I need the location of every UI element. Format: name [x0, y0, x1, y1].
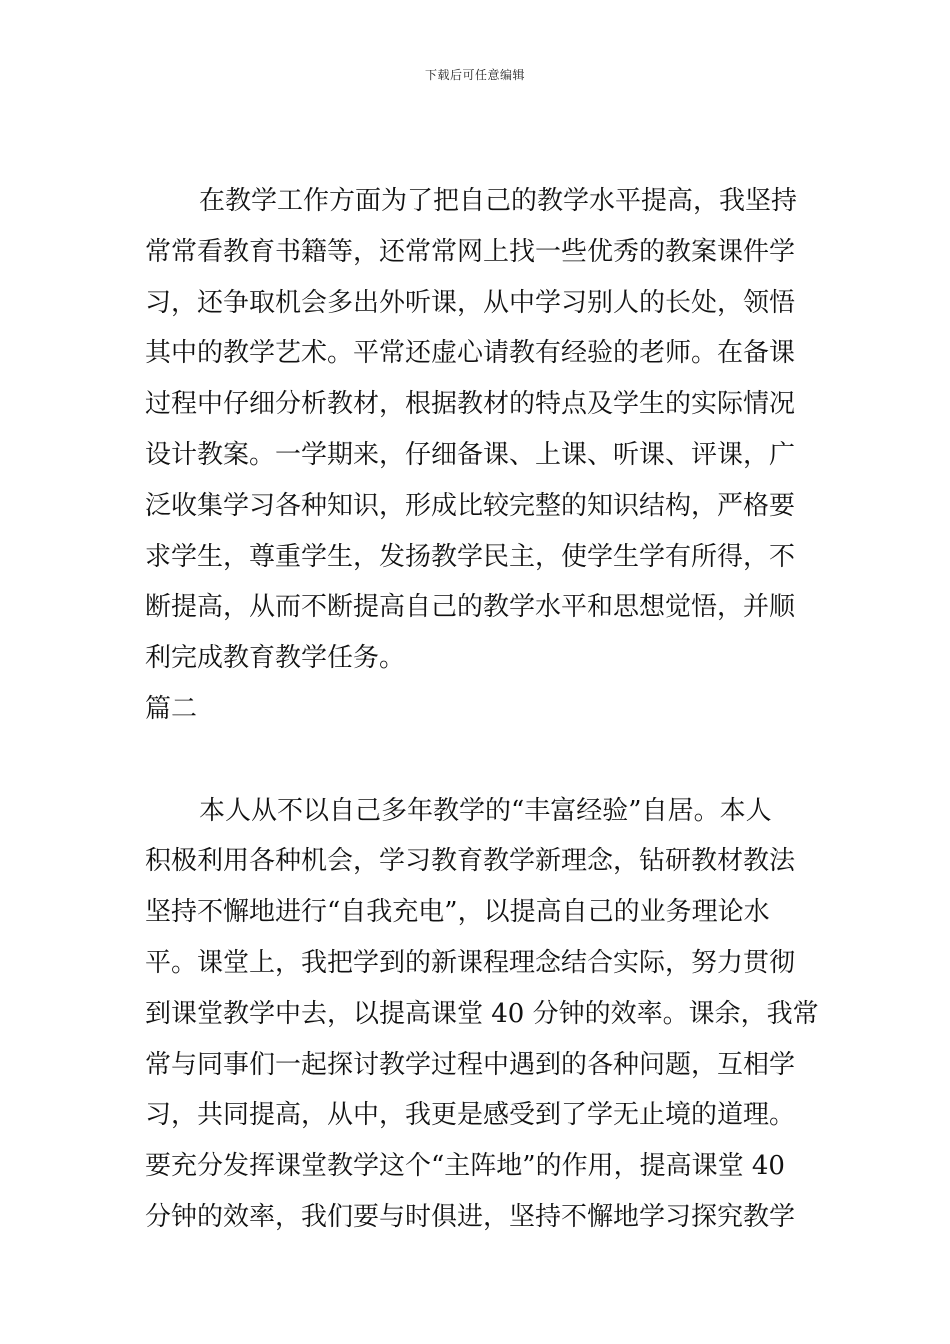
section-heading: 篇二	[145, 693, 198, 724]
paragraph-line: 要充分发挥课堂教学这个“主阵地”的作用，提高课堂 40	[145, 1151, 785, 1182]
paragraph-line: 平。课堂上，我把学到的新课程理念结合实际，努力贯彻	[145, 947, 796, 978]
paragraph-line: 习，共同提高，从中，我更是感受到了学无止境的道理。	[145, 1100, 796, 1131]
paragraph-line: 在教学工作方面为了把自己的教学水平提高，我坚持	[199, 186, 798, 216]
paragraph-line: 过程中仔细分析教材，根据教材的特点及学生的实际情况	[145, 389, 796, 420]
paragraph-2	[145, 786, 819, 1243]
paragraph-1	[145, 176, 807, 684]
paragraph-line: 泛收集学习各种知识，形成比较完整的知识结构，严格要	[145, 490, 796, 521]
header-note: 下载后可任意编辑	[424, 68, 525, 82]
paragraph-line: 积极利用各种机会，学习教育教学新理念，钻研教材教法	[145, 846, 796, 877]
paragraph-line: 习，还争取机会多出外听课，从中学习别人的长处，领悟	[145, 287, 796, 318]
paragraph-line: 坚持不懈地进行“自我充电”，以提高自己的业务理论水	[145, 897, 770, 928]
document-body	[145, 176, 819, 1243]
paragraph-line: 利完成教育教学任务。	[145, 643, 406, 674]
blank-line	[145, 735, 807, 786]
paragraph-line: 常与同事们一起探讨教学过程中遇到的各种问题，互相学	[145, 1049, 796, 1080]
paragraph-line: 到课堂教学中去，以提高课堂 40 分钟的效率。课余，我常	[145, 998, 819, 1029]
paragraph-line: 其中的教学艺术。平常还虚心请教有经验的老师。在备课	[145, 338, 796, 369]
paragraph-line: 求学生，尊重学生，发扬教学民主，使学生学有所得，不	[145, 541, 796, 572]
paragraph-line: 常常看教育书籍等，还常常网上找一些优秀的教案课件学	[145, 236, 796, 267]
paragraph-line: 本人从不以自己多年教学的“丰富经验”自居。本人	[199, 795, 772, 826]
paragraph-line: 断提高，从而不断提高自己的教学水平和思想觉悟，并顺	[145, 592, 796, 623]
paragraph-line: 分钟的效率，我们要与时俱进，坚持不懈地学习探究教学	[145, 1201, 796, 1232]
paragraph-line: 设计教案。一学期来，仔细备课、上课、听课、评课，广	[145, 439, 796, 470]
